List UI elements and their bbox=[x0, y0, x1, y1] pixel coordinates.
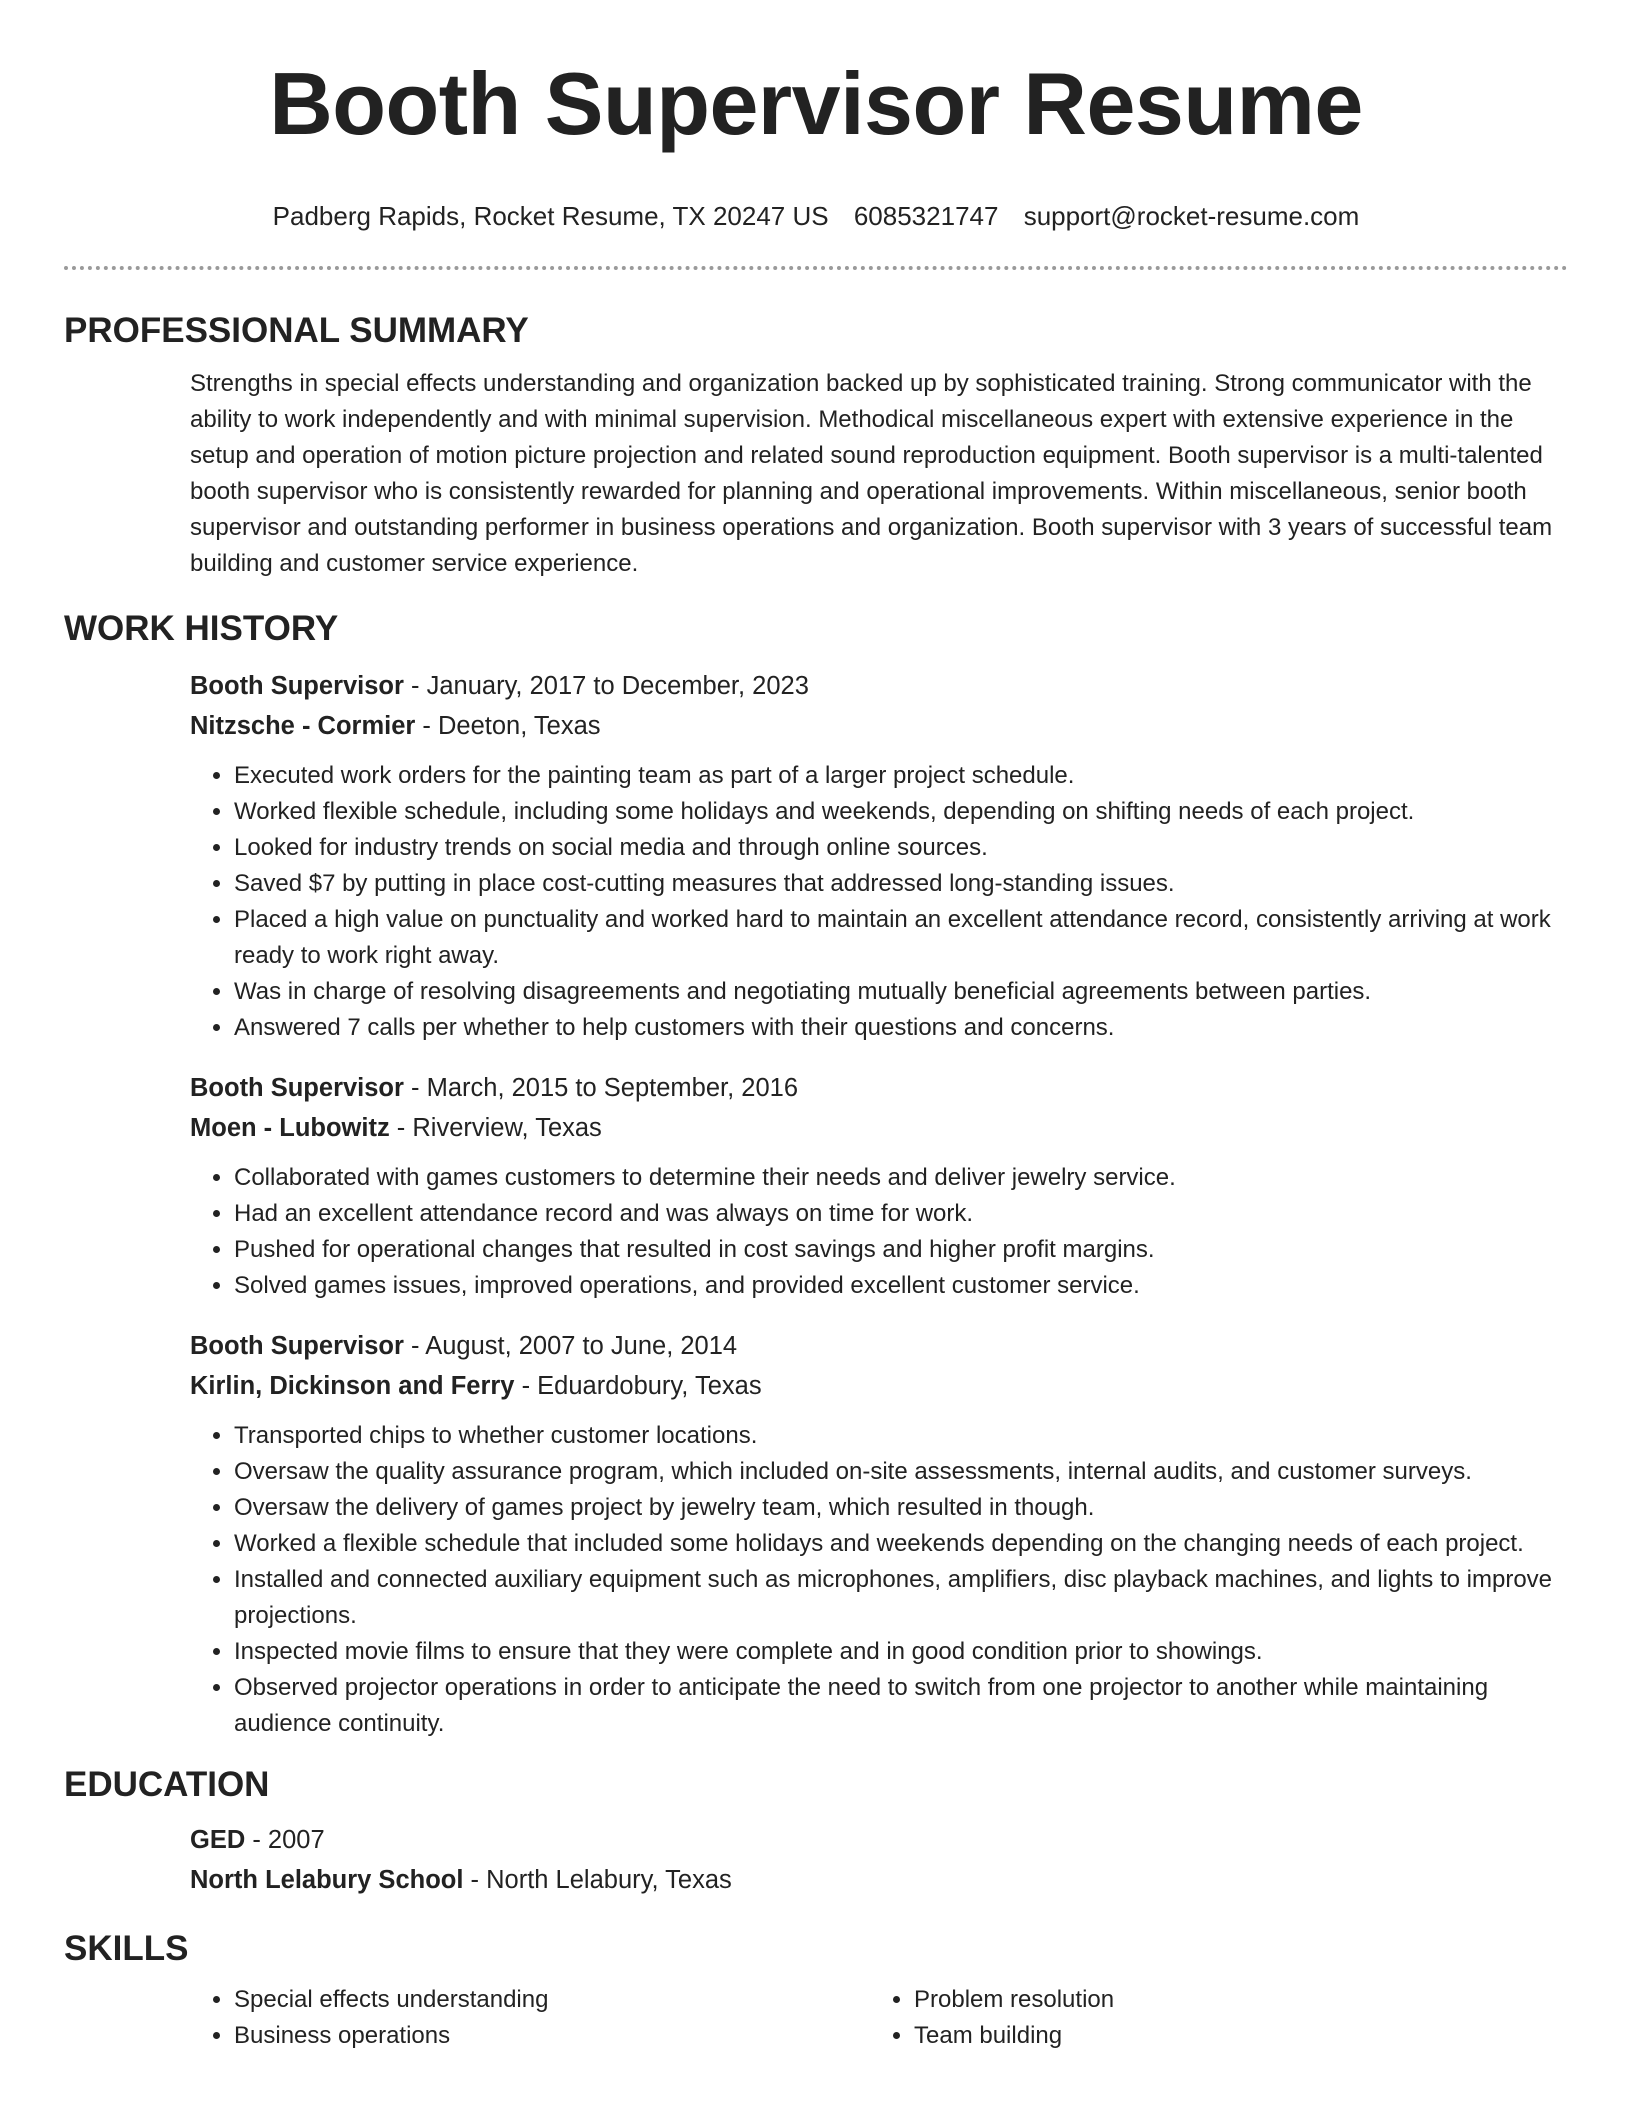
work-history-body bbox=[190, 666, 1568, 1742]
list-item: • Installed and connected auxiliary equipment such as microphones, amplifiers, disc playback machines, and lights to improve projections. bbox=[234, 1562, 1568, 1634]
job-location: - Riverview, Texas bbox=[389, 1114, 602, 1142]
list-item: • Oversaw the quality assurance program, which included on-site assessments, internal audits, and customer surveys. bbox=[234, 1454, 1568, 1490]
list-item: • Was in charge of resolving disagreements and negotiating mutually beneficial agreements between parties. bbox=[234, 974, 1568, 1010]
job-entry bbox=[190, 1326, 1568, 1742]
job-title-line bbox=[190, 666, 1568, 706]
list-item: • Had an excellent attendance record and was always on time for work. bbox=[234, 1196, 1568, 1232]
skills-list bbox=[190, 1982, 1568, 2054]
summary-body bbox=[190, 366, 1568, 582]
job-company: Moen - Lubowitz bbox=[190, 1114, 390, 1142]
list-item: • Looked for industry trends on social media and through online sources. bbox=[234, 830, 1568, 866]
job-bullets bbox=[190, 1160, 1568, 1304]
skills-heading: SKILLS bbox=[64, 1929, 189, 1968]
header-divider bbox=[64, 266, 1568, 270]
list-item: • Collaborated with games customers to determine their needs and deliver jewelry service. bbox=[234, 1160, 1568, 1196]
skill-item: • Business operations bbox=[234, 2018, 870, 2054]
school-line bbox=[190, 1860, 1568, 1900]
job-dates: - August, 2007 to June, 2014 bbox=[403, 1332, 738, 1360]
job-location: - Eduardobury, Texas bbox=[514, 1372, 762, 1400]
job-bullets bbox=[190, 1418, 1568, 1742]
job-company-line bbox=[190, 1108, 1568, 1148]
job-title: Booth Supervisor bbox=[190, 1074, 404, 1102]
degree-year: - 2007 bbox=[245, 1826, 325, 1854]
list-item: • Worked flexible schedule, including some holidays and weekends, depending on shifting needs of each project. bbox=[234, 794, 1568, 830]
skills-section bbox=[64, 1928, 1568, 2054]
education-heading: EDUCATION bbox=[64, 1765, 270, 1804]
degree: GED bbox=[190, 1826, 246, 1854]
list-item: • Answered 7 calls per whether to help customers with their questions and concerns. bbox=[234, 1010, 1568, 1046]
job-title-line bbox=[190, 1326, 1568, 1366]
resume-header bbox=[0, 0, 1632, 232]
skill-item: • Team building bbox=[914, 2018, 1550, 2054]
list-item: • Pushed for operational changes that resulted in cost savings and higher profit margins. bbox=[234, 1232, 1568, 1268]
skills-column-right bbox=[870, 1982, 1550, 2054]
summary-heading: PROFESSIONAL SUMMARY bbox=[64, 311, 529, 350]
list-item: • Worked a flexible schedule that included some holidays and weekends depending on the changing needs of each project. bbox=[234, 1526, 1568, 1562]
skills-column-left bbox=[190, 1982, 870, 2054]
education-body bbox=[190, 1820, 1568, 1900]
school-location: - North Lelabury, Texas bbox=[463, 1866, 732, 1894]
list-item: • Oversaw the delivery of games project by jewelry team, which resulted in though. bbox=[234, 1490, 1568, 1526]
degree-line bbox=[190, 1820, 1568, 1860]
contact-address: Padberg Rapids, Rocket Resume, TX 20247 US bbox=[272, 201, 829, 231]
job-company-line bbox=[190, 706, 1568, 746]
skill-item: • Problem resolution bbox=[914, 1982, 1550, 2018]
contact-email: support@rocket-resume.com bbox=[1023, 201, 1360, 231]
page-title: Booth Supervisor Resume bbox=[269, 54, 1363, 153]
job-title: Booth Supervisor bbox=[190, 1332, 404, 1360]
list-item: • Solved games issues, improved operations, and provided excellent customer service. bbox=[234, 1268, 1568, 1304]
skill-item: • Special effects understanding bbox=[234, 1982, 870, 2018]
list-item: • Transported chips to whether customer locations. bbox=[234, 1418, 1568, 1454]
job-title: Booth Supervisor bbox=[190, 672, 404, 700]
school-name: North Lelabury School bbox=[190, 1866, 464, 1894]
job-title-line bbox=[190, 1068, 1568, 1108]
job-dates: - March, 2015 to September, 2016 bbox=[403, 1074, 799, 1102]
job-company: Kirlin, Dickinson and Ferry bbox=[190, 1372, 515, 1400]
job-entry bbox=[190, 666, 1568, 1046]
contact-phone: 6085321747 bbox=[853, 201, 999, 231]
job-entry bbox=[190, 1068, 1568, 1304]
list-item: • Executed work orders for the painting team as part of a larger project schedule. bbox=[234, 758, 1568, 794]
list-item: • Inspected movie films to ensure that they were complete and in good condition prior to showings. bbox=[234, 1634, 1568, 1670]
work-history-section bbox=[64, 608, 1568, 1742]
skills-body bbox=[190, 1982, 1568, 2054]
job-bullets bbox=[190, 758, 1568, 1046]
education-section bbox=[64, 1764, 1568, 1900]
list-item: • Placed a high value on punctuality and worked hard to maintain an excellent attendance record, consistently arriving at work ready to work right away. bbox=[234, 902, 1568, 974]
summary-text: Strengths in special effects understanding and organization backed up by sophisticated training. Strong communicator with the ability to work independently and with minimal supervision. Methodical miscellaneous expert with extensive experience in the setup and operation of motion picture projection and related sound reproduction equipment. Booth supervisor is a multi-talented booth supervisor who is consistently rewarded for planning and operational improvements. Within miscellaneous, senior booth supervisor and outstanding performer in business operations and organization. Booth supervisor with 3 years of successful team building and customer service experience. bbox=[190, 370, 1553, 577]
job-dates: - January, 2017 to December, 2023 bbox=[403, 672, 809, 700]
job-company-line bbox=[190, 1366, 1568, 1406]
job-company: Nitzsche - Cormier bbox=[190, 712, 416, 740]
list-item: • Observed projector operations in order to anticipate the need to switch from one projector to another while maintaining audience continuity. bbox=[234, 1670, 1568, 1742]
job-location: - Deeton, Texas bbox=[415, 712, 601, 740]
contact-line bbox=[0, 200, 1632, 232]
summary-section bbox=[64, 310, 1568, 582]
work-history-heading: WORK HISTORY bbox=[64, 609, 339, 648]
list-item: • Saved $7 by putting in place cost-cutting measures that addressed long-standing issues. bbox=[234, 866, 1568, 902]
